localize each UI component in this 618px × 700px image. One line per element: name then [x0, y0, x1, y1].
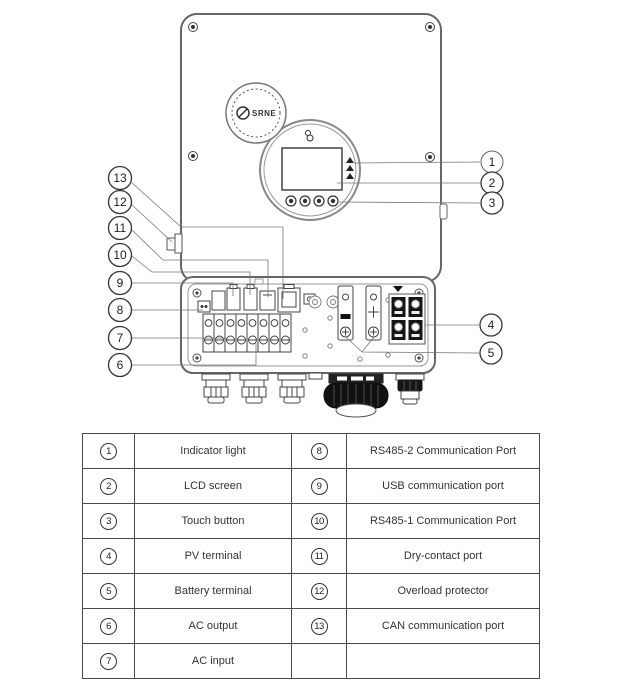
item-label-cell: RS485-2 Communication Port [347, 434, 540, 469]
cable-gland-black-cap [396, 374, 424, 404]
svg-text:7: 7 [116, 331, 124, 346]
svg-text:2: 2 [488, 176, 496, 191]
callout-12 [109, 191, 132, 214]
cable-gland [240, 374, 268, 403]
svg-text:10: 10 [113, 248, 127, 263]
item-label-cell: CAN communication port [347, 609, 540, 644]
callout-2 [481, 172, 503, 194]
circled-number: 1 [100, 443, 117, 460]
item-label-cell [347, 644, 540, 679]
item-number-cell [292, 469, 347, 504]
svg-text:8: 8 [116, 303, 124, 318]
svg-text:11: 11 [113, 221, 127, 236]
callout-6 [109, 354, 132, 377]
item-number-cell [292, 574, 347, 609]
large-cable-gland [324, 374, 388, 417]
item-number-cell [83, 469, 135, 504]
callout-7 [109, 327, 132, 350]
item-label-cell: USB communication port [347, 469, 540, 504]
item-label-cell: Dry-contact port [347, 539, 540, 574]
svg-text:6: 6 [116, 358, 124, 373]
battery-minus-mark [341, 314, 351, 319]
callout-1 [481, 151, 503, 173]
item-label-cell: RS485-1 Communication Port [347, 504, 540, 539]
callout-13 [109, 167, 132, 190]
cable-gland [278, 374, 306, 403]
item-label-cell: Touch button [135, 504, 292, 539]
wiring-compartment [181, 277, 435, 373]
callout-11 [109, 217, 132, 240]
svg-text:4: 4 [487, 318, 495, 333]
item-label-cell: Overload protector [347, 574, 540, 609]
rs485-1-port [244, 288, 257, 310]
item-number-cell [83, 609, 135, 644]
svg-text:1: 1 [488, 155, 496, 170]
table-row [83, 644, 540, 679]
pv-terminal-block [389, 286, 425, 344]
circled-number: 12 [311, 583, 328, 600]
svg-text:3: 3 [488, 196, 496, 211]
table-row [83, 434, 540, 469]
circled-number: 5 [100, 583, 117, 600]
circled-number: 13 [311, 618, 328, 635]
side-tab [440, 204, 447, 219]
cable-gland [202, 374, 230, 403]
item-label-cell: AC output [135, 609, 292, 644]
dry-contact-port [260, 291, 275, 310]
circled-number: 2 [100, 478, 117, 495]
circled-number: 8 [311, 443, 328, 460]
circled-number: 4 [100, 548, 117, 565]
item-number-cell [292, 609, 347, 644]
table-row [83, 574, 540, 609]
table-row [83, 469, 540, 504]
table-row [83, 504, 540, 539]
item-number-cell [292, 504, 347, 539]
svg-text:9: 9 [116, 276, 124, 291]
item-label-cell: AC input [135, 644, 292, 679]
svg-text:12: 12 [113, 195, 127, 210]
item-number-cell [83, 504, 135, 539]
circled-number: 7 [100, 653, 117, 670]
item-number-cell [292, 539, 347, 574]
item-number-cell [292, 644, 347, 679]
circled-number: 11 [311, 548, 328, 565]
svg-text:5: 5 [487, 346, 495, 361]
item-label-cell: PV terminal [135, 539, 292, 574]
brand-logo-text: SRNE [252, 109, 277, 118]
usb-port [227, 288, 240, 310]
inverter-face-panel [167, 14, 447, 282]
cable-glands [202, 373, 424, 417]
item-number-cell [83, 434, 135, 469]
item-label-cell: Battery terminal [135, 574, 292, 609]
table-row [83, 609, 540, 644]
circled-number: 9 [311, 478, 328, 495]
table-row [83, 539, 540, 574]
circled-number: 6 [100, 618, 117, 635]
ac-terminal-strip [203, 314, 291, 352]
brand-badge [226, 83, 286, 143]
callout-10 [109, 244, 132, 267]
item-label-cell: Indicator light [135, 434, 292, 469]
callout-9 [109, 272, 132, 295]
legend-table [82, 433, 540, 679]
item-number-cell [292, 434, 347, 469]
item-number-cell [83, 644, 135, 679]
small-stub [309, 373, 322, 379]
item-number-cell [83, 539, 135, 574]
item-label-cell: LCD screen [135, 469, 292, 504]
callout-8 [109, 299, 132, 322]
callout-4 [480, 314, 502, 336]
callout-line-12 [131, 204, 172, 242]
callout-3 [481, 192, 503, 214]
callout-5 [480, 342, 502, 364]
circled-number: 3 [100, 513, 117, 530]
circled-number: 10 [311, 513, 328, 530]
lcd-screen [282, 148, 342, 190]
item-number-cell [83, 574, 135, 609]
overload-protector-button [167, 234, 182, 253]
svg-text:13: 13 [113, 171, 127, 186]
